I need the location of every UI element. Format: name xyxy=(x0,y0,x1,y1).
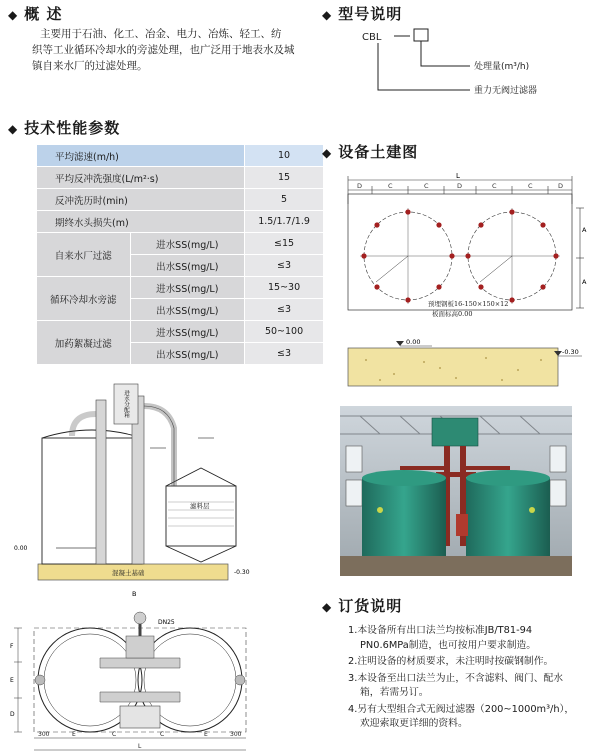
param-value: ≤3 xyxy=(245,255,324,277)
dim-side: F xyxy=(10,643,14,650)
dim-side: D xyxy=(10,711,15,718)
tank-label: 滤料层 xyxy=(190,502,210,510)
dim-bottom-L: L xyxy=(138,743,142,750)
level-right: -0.30 xyxy=(562,348,579,356)
overview-line: 主要用于石油、化工、冶金、电力、冶炼、轻工、纺 xyxy=(40,28,282,40)
table-row xyxy=(37,321,324,343)
table-row xyxy=(37,145,324,167)
dim-top: C xyxy=(492,182,497,190)
diamond-bullet-icon: ◆ xyxy=(322,146,333,160)
factory-photo xyxy=(340,406,572,576)
tech-param-table xyxy=(36,144,324,365)
model-code-diagram xyxy=(350,24,570,104)
param-label: 出水SS(mg/L) xyxy=(130,343,245,365)
elev-mark: 0.00 xyxy=(14,545,28,552)
param-label: 期终水头损失(m) xyxy=(37,211,245,233)
list-item xyxy=(348,624,586,653)
list-item xyxy=(348,655,586,670)
table-row xyxy=(37,211,324,233)
dim-L: L xyxy=(456,172,460,180)
dim-top: C xyxy=(388,182,393,190)
base-label: 混凝土基础 xyxy=(112,569,145,577)
dim-bottom: E xyxy=(72,731,76,738)
overview-line: 织等工业循环冷却水的旁滤处理，也广泛用于地表水及城 xyxy=(32,44,295,56)
order-line: 欢迎索取更详细的资料。 xyxy=(360,718,468,729)
param-value: 5 xyxy=(245,189,324,211)
order-line: 3.本设备至出口法兰为止，不含滤料、阀门、配水 xyxy=(348,672,564,684)
level-left: 0.00 xyxy=(406,338,421,346)
dim-bottom: 300 xyxy=(38,731,50,738)
group-name: 加药絮凝过滤 xyxy=(37,321,131,365)
diamond-bullet-icon: ◆ xyxy=(8,122,19,136)
model-code-text: CBL xyxy=(362,32,382,43)
param-value: ≤15 xyxy=(245,233,324,255)
dim-bottom: C xyxy=(160,731,165,738)
plan-top-label: B xyxy=(132,590,137,598)
diamond-bullet-icon: ◆ xyxy=(322,8,333,22)
table-row xyxy=(37,233,324,255)
param-label: 进水SS(mg/L) xyxy=(130,233,245,255)
dim-right: A xyxy=(582,278,587,286)
dim-right: A xyxy=(582,226,587,234)
model-capacity-label: 处理量(m³/h) xyxy=(474,62,530,72)
param-value: 1.5/1.7/1.9 xyxy=(245,211,324,233)
diamond-bullet-icon: ◆ xyxy=(322,600,333,614)
model-code-box xyxy=(414,29,428,41)
group-name: 自来水厂过滤 xyxy=(37,233,131,277)
table-row xyxy=(37,167,324,189)
param-value: ≤3 xyxy=(245,299,324,321)
param-label: 出水SS(mg/L) xyxy=(130,299,245,321)
param-label: 出水SS(mg/L) xyxy=(130,255,245,277)
pipe-label: 进水分配箱 xyxy=(123,390,129,418)
model-name-label: 重力无阀过滤器 xyxy=(474,86,538,96)
plan-valve-label: DN25 xyxy=(158,619,175,626)
overview-line: 镇自来水厂的过滤处理。 xyxy=(32,60,148,72)
order-title: ◆ 订货说明 xyxy=(322,597,403,615)
overview-title: ◆ 概 述 xyxy=(8,5,63,23)
table-row xyxy=(37,189,324,211)
tech-title: ◆ 技术性能参数 xyxy=(8,119,121,137)
filter-elevation-drawing xyxy=(8,378,256,588)
diamond-bullet-icon: ◆ xyxy=(8,8,19,22)
param-label: 进水SS(mg/L) xyxy=(130,277,245,299)
dim-top: D xyxy=(357,182,363,190)
param-label: 进水SS(mg/L) xyxy=(130,321,245,343)
dim-side: E xyxy=(10,677,14,684)
plate-label: 预埋钢板16-150×150×12 xyxy=(428,300,509,308)
param-value: ≤3 xyxy=(245,343,324,365)
param-value: 15 xyxy=(245,167,324,189)
param-value: 10 xyxy=(245,145,324,167)
order-line: 4.另有大型组合式无阀过滤器（200~1000m³/h）， xyxy=(348,703,575,715)
overview-text xyxy=(32,26,297,74)
civil-title: ◆ 设备土建图 xyxy=(322,143,419,161)
param-label: 平均滤速(m/h) xyxy=(37,145,245,167)
param-label: 反冲洗历时(min) xyxy=(37,189,245,211)
plate-level: 板面标高0.00 xyxy=(432,310,473,318)
dim-top: D xyxy=(457,182,463,190)
param-value: 15~30 xyxy=(245,277,324,299)
param-label: 平均反冲洗强度(L/m²·s) xyxy=(37,167,245,189)
order-line: 2.注明设备的材质要求，未注明时按碳钢制作。 xyxy=(348,656,554,667)
list-item xyxy=(348,703,586,732)
dim-bottom: 300 xyxy=(230,731,242,738)
order-line: 1.本设备所有出口法兰均按标准JB/T81-94 xyxy=(348,625,533,636)
dim-bottom: C xyxy=(112,731,117,738)
param-value: 50~100 xyxy=(245,321,324,343)
table-row xyxy=(37,277,324,299)
filter-plan-drawing xyxy=(8,588,268,754)
dim-top: D xyxy=(558,182,564,190)
civil-plan-drawing xyxy=(336,170,588,400)
model-title: ◆ 型号说明 xyxy=(322,5,403,23)
list-item xyxy=(348,672,586,701)
order-line: 箱，若需另订。 xyxy=(360,687,429,698)
dim-top: C xyxy=(424,182,429,190)
group-name: 循环冷却水旁滤 xyxy=(37,277,131,321)
order-notes xyxy=(348,624,586,734)
order-line: PN0.6MPa制造，也可按用户要求制造。 xyxy=(360,639,537,651)
elev-mark: -0.30 xyxy=(234,569,250,576)
dim-top: C xyxy=(528,182,533,190)
dim-bottom: E xyxy=(204,731,208,738)
